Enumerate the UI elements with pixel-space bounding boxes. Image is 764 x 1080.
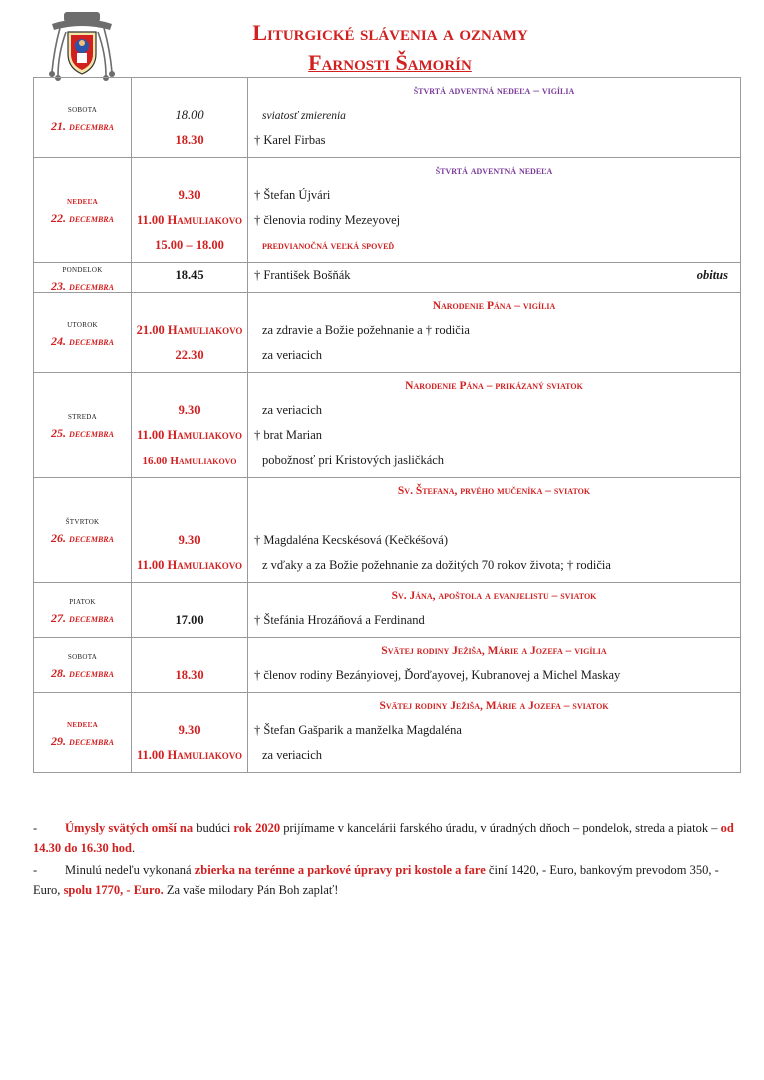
title-line-1: Liturgické slávenia a oznamy: [252, 20, 528, 45]
announcement-paragraph: [33, 818, 741, 858]
announcement-text: spolu 1770, - Euro.: [63, 883, 164, 897]
feast-announcement: Sv. Jána, apoštola a evanjelistu – sviatok: [391, 589, 597, 602]
intention-cell: [248, 693, 741, 773]
intention-line: [248, 263, 740, 288]
day-date: [51, 733, 114, 749]
date-month: decembra: [69, 666, 114, 680]
intention-line: [248, 663, 740, 688]
intention-line: [248, 398, 740, 423]
mass-time: 17.00: [175, 613, 204, 627]
date-month: decembra: [69, 278, 114, 293]
time-line: [132, 663, 247, 688]
intention-line: [248, 208, 740, 233]
announcement-text: budúci: [193, 821, 234, 835]
announcement-text: od 14.30 do 16.30 hod: [33, 821, 734, 855]
mass-intention: † brat Marian: [254, 428, 323, 442]
schedule-body: [34, 78, 741, 773]
time-line: [132, 343, 247, 368]
intention-cell: [248, 373, 741, 478]
announcements: [33, 818, 741, 902]
intention-cell: [248, 263, 741, 293]
time-line: [132, 233, 247, 258]
mass-intention: † členovia rodiny Mezeyovej: [254, 213, 401, 227]
date-number: 26.: [51, 531, 67, 545]
title-line-2: Farnosti Šamorín: [308, 50, 472, 75]
intention-line: [248, 503, 740, 528]
feast-announcement: Narodenie Pána – prikázaný sviatok: [405, 379, 583, 392]
time-cell: [132, 158, 248, 263]
intention-line: [248, 103, 740, 128]
time-line: [132, 743, 247, 768]
feast-announcement: štvrtá adventná nedeľa – vigília: [413, 84, 575, 97]
mass-intention: † Štefánia Hrozáňová a Ferdinand: [254, 613, 425, 627]
liturgy-schedule-table: [33, 77, 741, 773]
schedule-row: [34, 293, 741, 373]
day-box: [34, 638, 131, 692]
time-cell: [132, 693, 248, 773]
mass-place: Hamuliakovo: [167, 428, 243, 442]
feast-announcement: Narodenie Pána – vigília: [432, 299, 556, 312]
mass-intention: za veriacich: [262, 348, 323, 362]
mass-time: 18.45: [175, 268, 204, 282]
day-box: [34, 583, 131, 637]
time-line: [132, 398, 247, 423]
mass-intention: † členov rodiny Bezányiovej, Ďorďayovej, Kubranovej a Michel Maskay: [254, 668, 621, 682]
time-cell: [132, 78, 248, 158]
schedule-row: [34, 373, 741, 478]
announcement-text: Minulú nedeľu vykonaná: [65, 863, 195, 877]
schedule-row: [34, 263, 741, 293]
day-cell: [34, 293, 132, 373]
time-line: [132, 128, 247, 153]
mass-time: 18.00: [175, 108, 204, 122]
date-number: 25.: [51, 426, 67, 440]
intention-line: [248, 553, 740, 578]
schedule-row: [34, 158, 741, 263]
day-name: sobota: [67, 103, 98, 115]
mass-intention: za veriacich: [262, 748, 323, 762]
date-month: decembra: [69, 426, 114, 440]
time-line: [132, 183, 247, 208]
schedule-row: [34, 478, 741, 583]
mass-intention: pobožnosť pri Kristových jasličkách: [262, 453, 445, 467]
announcement-text: .: [131, 841, 136, 855]
time-line: [132, 423, 247, 448]
schedule-row: [34, 583, 741, 638]
time-cell: [132, 478, 248, 583]
mass-place: Hamuliakovo: [167, 748, 243, 762]
day-date: [51, 425, 114, 441]
intention-line: [248, 528, 740, 553]
day-cell: [34, 263, 132, 293]
intention-line: [248, 183, 740, 208]
day-date: [51, 610, 114, 626]
obitus-note: obitus: [696, 268, 728, 282]
date-number: 24.: [51, 333, 67, 348]
day-name: utorok: [67, 318, 98, 330]
day-date: [51, 665, 114, 681]
day-box: [34, 158, 131, 262]
time-cell: [132, 373, 248, 478]
time-cell: [132, 293, 248, 373]
intention-line: [248, 448, 740, 473]
mass-place: Hamuliakovo: [167, 323, 243, 337]
mass-intention: predvianočná veľká spoveď: [262, 239, 395, 252]
day-box: [34, 693, 131, 772]
mass-time: 9.30: [178, 533, 201, 547]
date-number: 21.: [51, 118, 67, 133]
mass-time: 11.00: [136, 213, 165, 227]
mass-place: Hamuliakovo: [167, 558, 243, 572]
day-box: [34, 263, 131, 292]
intention-cell: [248, 158, 741, 263]
mass-time: 18.30: [175, 133, 204, 147]
bullet-dash: -: [33, 821, 38, 835]
date-number: 27.: [51, 611, 67, 625]
announcement-text: zbierka na terénne a parkové úpravy pri kostole a fare: [194, 863, 486, 877]
date-number: 28.: [51, 666, 67, 680]
intention-cell: [248, 638, 741, 693]
day-cell: [34, 373, 132, 478]
day-name: sobota: [67, 651, 98, 662]
time-line: [132, 448, 247, 473]
mass-intention: † Magdaléna Kecskésová (Kečkéšová): [254, 533, 449, 547]
intention-line: [248, 343, 740, 368]
day-cell: [34, 638, 132, 693]
announcement-text: prijímame v kancelárii farského úradu, v úradných dňoch – pondelok, streda a piatok –: [280, 821, 721, 835]
time-line: [132, 158, 247, 183]
mass-intention: sviatosť zmierenia: [262, 109, 346, 122]
time-line: [132, 208, 247, 233]
mass-time: 11.00: [136, 428, 165, 442]
parish-crest-logo: [44, 10, 120, 82]
announcement-paragraph: [33, 860, 741, 900]
mass-place: Hamuliakovo: [167, 213, 243, 227]
announcement-text: rok 2020: [233, 821, 281, 835]
mass-intention: za zdravie a Božie požehnanie a † rodičia: [262, 323, 470, 337]
day-cell: [34, 158, 132, 263]
date-month: decembra: [69, 333, 114, 348]
day-date: [51, 210, 114, 226]
time-line: [132, 528, 247, 553]
mass-time: 18.30: [175, 668, 204, 682]
time-line: [132, 718, 247, 743]
time-line: [132, 103, 247, 128]
date-month: decembra: [69, 531, 114, 545]
mass-time: 9.30: [178, 723, 201, 737]
intention-cell: [248, 583, 741, 638]
intention-line: [248, 233, 740, 258]
day-date: [51, 333, 114, 349]
time-cell: [132, 263, 248, 293]
schedule-row: [34, 78, 741, 158]
document-title: [150, 18, 630, 78]
time-line: [132, 693, 247, 718]
intention-line: [248, 743, 740, 768]
mass-intention: za veriacich: [262, 403, 323, 417]
mass-intention: † Štefan Újvári: [254, 188, 331, 202]
intention-cell: [248, 293, 741, 373]
time-line: [132, 608, 247, 633]
day-name: streda: [67, 411, 98, 422]
mass-time: 15.00 – 18.00: [155, 238, 224, 252]
mass-time: 9.30: [178, 403, 201, 417]
mass-time: 9.30: [178, 188, 201, 202]
bullet-dash: -: [33, 863, 38, 877]
mass-intention: † Karel Firbas: [254, 133, 326, 147]
day-name: piatok: [69, 596, 96, 607]
feast-announcement: štvrtá adventná nedeľa: [435, 164, 553, 177]
time-line: [132, 583, 247, 608]
date-month: decembra: [69, 611, 114, 625]
time-line: [132, 263, 247, 288]
time-line: [132, 318, 247, 343]
intention-cell: [248, 478, 741, 583]
day-cell: [34, 693, 132, 773]
day-name: nedeľa: [67, 196, 98, 207]
time-line: [132, 553, 247, 578]
day-cell: [34, 78, 132, 158]
time-line: [132, 373, 247, 398]
time-line: [132, 503, 247, 528]
feast-announcement: Sv. Štefana, prvého mučeníka – sviatok: [397, 484, 591, 497]
mass-time: 16.00: [142, 454, 168, 467]
time-line: [132, 638, 247, 663]
day-date: [51, 278, 114, 294]
day-date: [51, 530, 114, 546]
day-name: štvrtok: [65, 516, 100, 527]
day-date: [51, 118, 114, 134]
announcement-text: Za vaše milodary Pán Boh zaplať!: [163, 883, 339, 897]
schedule-row: [34, 693, 741, 773]
day-name: pondelok: [62, 263, 103, 275]
time-line: [132, 293, 247, 318]
announcement-text: Úmysly svätých omší na: [65, 821, 194, 835]
day-name: nedeľa: [67, 718, 98, 730]
date-month: decembra: [69, 733, 114, 748]
feast-announcement: Svätej rodiny Ježiša, Márie a Jozefa – vigília: [381, 644, 607, 657]
intention-line: [248, 318, 740, 343]
day-cell: [34, 478, 132, 583]
date-number: 29.: [51, 733, 67, 748]
feast-announcement: Svätej rodiny Ježiša, Márie a Jozefa – sviatok: [379, 699, 609, 712]
day-cell: [34, 583, 132, 638]
time-line: [132, 478, 247, 503]
schedule-row: [34, 638, 741, 693]
date-month: decembra: [69, 211, 114, 225]
time-cell: [132, 638, 248, 693]
time-cell: [132, 583, 248, 638]
mass-time: 11.00: [136, 748, 165, 762]
mass-time: 22.30: [175, 348, 204, 362]
day-box: [34, 373, 131, 477]
day-box: [34, 293, 131, 372]
intention-line: [248, 608, 740, 633]
intention-cell: [248, 78, 741, 158]
time-line: [132, 78, 247, 103]
intention-line: [248, 128, 740, 153]
intention-line: [248, 718, 740, 743]
announcement-text: činí 1420, - Euro, bankovým prevodom 350, - Euro,: [33, 863, 719, 897]
date-number: 22.: [51, 211, 67, 225]
mass-place: Hamuliakovo: [170, 454, 237, 467]
day-box: [34, 478, 131, 582]
mass-time: 11.00: [136, 558, 165, 572]
mass-intention: † František Bošňák: [254, 268, 351, 282]
mass-time: 21.00: [136, 323, 165, 337]
date-month: decembra: [69, 118, 114, 133]
day-box: [34, 78, 131, 157]
date-number: 23.: [51, 278, 67, 293]
mass-intention: z vďaky a za Božie požehnanie za dožitých 70 rokov života; † rodičia: [262, 558, 611, 572]
mass-intention: † Štefan Gašparik a manželka Magdaléna: [254, 723, 462, 737]
intention-line: [248, 423, 740, 448]
